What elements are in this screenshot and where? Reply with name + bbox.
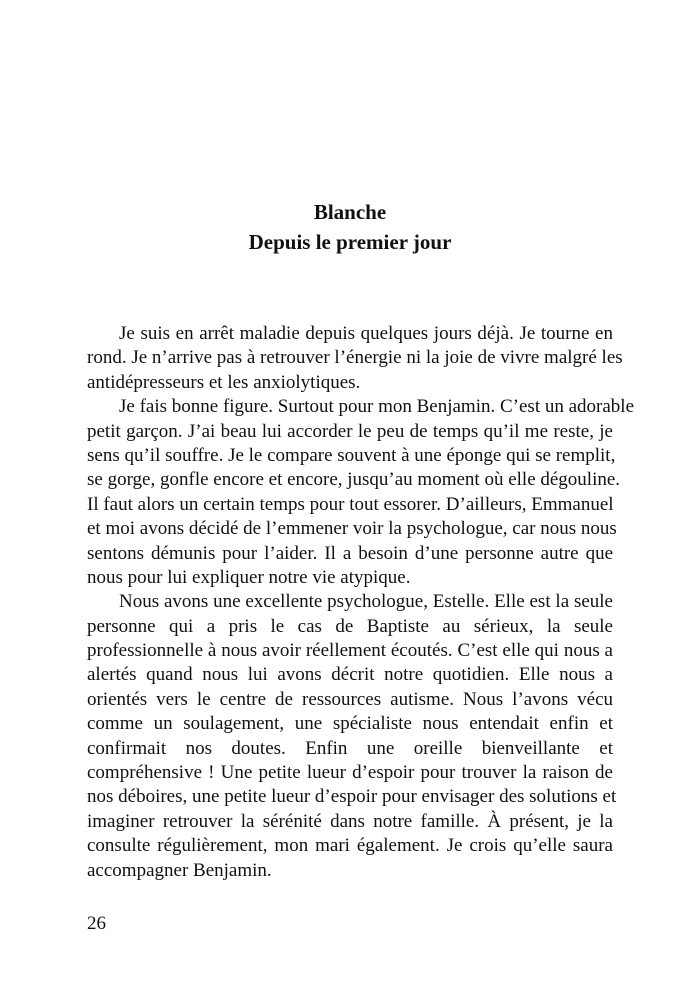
chapter-author: Blanche <box>313 200 387 224</box>
text-line: consulte régulièrement, mon mari également. Je crois qu’elle saura <box>87 835 613 857</box>
text-line: sentons démunis pour l’aider. Il a besoin d’une personne autre que <box>87 542 613 564</box>
text-line: sens qu’il souffre. Je le compare souvent à une éponge qui se remplit, <box>87 444 616 466</box>
paragraph <box>87 322 623 395</box>
text-line: confirmait nos doutes. Enfin une oreille bienveillante et <box>87 737 613 759</box>
page-number: 26 <box>87 913 106 934</box>
text-line: nos déboires, une petite lueur d’espoir pour envisager des solutions et <box>87 786 617 808</box>
text-line: Il faut alors un certain temps pour tout essorer. D’ailleurs, Emmanuel <box>87 493 614 515</box>
text-line: Je suis en arrêt maladie depuis quelques jours déjà. Je tourne en <box>119 323 613 344</box>
text-line: et moi avons décidé de l’emmener voir la psychologue, car nous nous <box>87 518 617 540</box>
paragraph <box>87 395 635 590</box>
text-line: accompagner Benjamin. <box>87 859 272 881</box>
text-line: petit garçon. J’ai beau lui accorder le peu de temps qu’il me reste, je <box>87 420 613 442</box>
text-line: se gorge, gonfle encore et encore, jusqu’au moment où elle dégouline. <box>87 469 621 491</box>
text-line: alertés quand nous lui avons décrit notre quotidien. Elle nous a <box>87 664 613 686</box>
chapter-title: Depuis le premier jour <box>248 230 452 254</box>
text-line: nous pour lui expliquer notre vie atypique. <box>87 566 411 588</box>
text-line: personne qui a pris le cas de Baptiste au sérieux, la seule <box>87 615 613 637</box>
paragraph <box>87 590 617 883</box>
text-line: rond. Je n’arrive pas à retrouver l’énergie ni la joie de vivre malgré les <box>87 347 623 369</box>
text-line: orientés vers le centre de ressources autisme. Nous l’avons vécu <box>87 688 613 710</box>
text-line: imaginer retrouver la sérénité dans notre famille. À présent, je la <box>87 810 613 832</box>
body-text <box>87 322 635 883</box>
text-line: antidépresseurs et les anxiolytiques. <box>87 371 361 393</box>
text-line: professionnelle à nous avoir réellement écoutés. C’est elle qui nous a <box>87 640 613 662</box>
text-line: compréhensive ! Une petite lueur d’espoir pour trouver la raison de <box>87 762 613 784</box>
text-line: Je fais bonne figure. Surtout pour mon Benjamin. C’est un adorable <box>119 396 635 418</box>
text-line: Nous avons une excellente psychologue, Estelle. Elle est la seule <box>119 591 613 613</box>
text-line: comme un soulagement, une spécialiste nous entendait enfin et <box>87 713 613 735</box>
